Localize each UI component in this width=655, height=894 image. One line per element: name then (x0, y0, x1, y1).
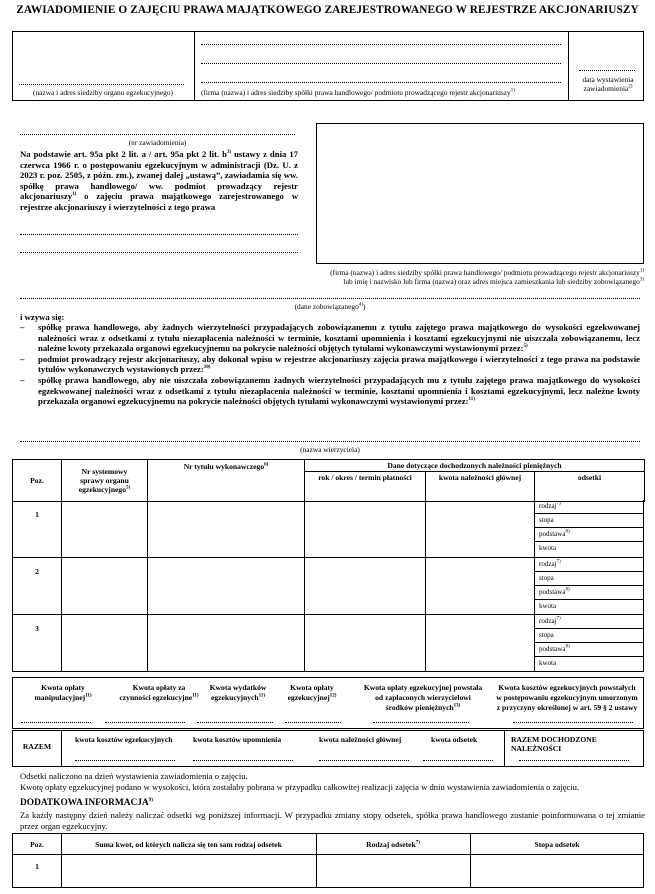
nr-zawiadomienia-label: (nr zawiadomienia) (128, 138, 187, 147)
fee-czynnosci: Kwota opłaty za czynności egzekucyjne$^{11)}$ (119, 683, 199, 702)
claims-table-body (12, 500, 644, 672)
razem-box (12, 730, 644, 767)
intro-line-2[interactable] (20, 252, 298, 253)
razem-input[interactable] (193, 760, 293, 761)
header-dane: Dane dotyczące dochodzonych należności pieniężnych (305, 460, 645, 472)
sub-kwota[interactable]: kwota (539, 602, 557, 610)
firma-line-2[interactable] (201, 63, 561, 64)
odsetki-subcells (535, 500, 643, 556)
fee-egzekucyjna: Kwota opłaty egzekucyjnej$^{12)}$ (287, 683, 337, 702)
info-header-poz: Poz. (30, 840, 44, 849)
odsetki-info-table (12, 833, 644, 888)
fees-box (12, 677, 644, 729)
nr-zawiadomienia-line[interactable] (20, 134, 295, 135)
recipient-caption-1: (firma (nazwa) i adres siedziby spółki prawa handlowego/ podmiotu prowadzącego rejestr akcjonariuszy$^{1)}$ (330, 268, 644, 277)
info-header-rodzaj: Rodzaj odsetek$^{7)}$ (366, 840, 420, 849)
list-item: – spółkę prawa handlowego, aby nie uiszczała zobowiązanemu żadnych wierzytelności przypadających mu z tytułu zajętego prawa majątkowego do wysokości egzekwowanej należności wraz z odsetkami z tytułu niezapłacenia należności w terminie, kosztami upomnienia i kosztami egzekucyjnymi, lecz należne kwoty przekazała organowi egzekucyjnemu na pokrycie należności objętych tytułami wykonawczymi wystawionymi przez:$^{11)}$ (20, 374, 640, 407)
firma-label: (firma (nazwa) i adres siedziby spółki prawa handlowego/ podmiotu prowadzącego rejestr akcjonariuszy$^{1)}$ (201, 88, 515, 97)
razem-dochodzone: RAZEM DOCHODZONE NALEŻNOŚCI (511, 735, 597, 753)
date-label-2: zawiadomienia$^{2)}$ (583, 84, 633, 93)
sub-kwota[interactable]: kwota (539, 544, 557, 552)
fee-umorzone: Kwota kosztów egzekucyjnych powstałych w postępowaniu egzekucyjnym umorzonym z przyczyny określonej w art. 59 § 2 ustawy (496, 683, 638, 712)
list-item: – spółkę prawa handlowego, aby żadnych wierzytelności przypadających zobowiązanemu z tytułu zajętego prawa majątkowego do wysokości egzekwowanej należności wraz z odsetkami z tytułu niezapłacenia należności w terminie, kosztami upomnienia i kosztami egzekucyjnymi nie uiszczała zobowiązanemu, lecz należne kwoty przekazała organowi egzekucyjnemu na pokrycie należności objętych tytułami wykonawczymi wystawionymi przez:$^{5)}$ (20, 322, 640, 354)
recipient-caption-2: lub imię i nazwisko lub firma (nazwa) oraz adres miejsca zamieszkania lub siedziby zobowiązanego$^{3)}$ (343, 277, 644, 286)
intro-paragraph: Na podstawie art. 95a pkt 2 lit. a / art. 95a pkt 2 lit. $b^{3)}$ ustawy z dnia 17 czerwca 1966 r. o postępowaniu egzekucyjnym w administracji (Dz. U. z 2023 r. poz. 2505, z późn. zm.), zwanej dalej „ustawą”, zawiadamia się ww. spółkę prawa handlowego/ ww. podmiot prowadzący rejestr akcjonariuszy$^{1)}$ o zajęciu prawa majątkowego zarejestrowanego w rejestrze akcjonariuszy i wierzytelności z tego prawa (20, 149, 299, 212)
header-poz: Poz. (13, 460, 62, 502)
fee-input[interactable] (285, 722, 341, 723)
intro-line-1[interactable] (20, 234, 298, 235)
dane-zobowiazanego-label: (dane zobowiązanego$^{4)}$) (294, 302, 366, 311)
header-rok: rok / okres / termin płatności (305, 472, 426, 502)
claims-table (12, 459, 645, 502)
note-oplata: Kwotę opłaty egzekucyjnej podano w wysokości, która zostałaby pobrana w przypadku całkowitej realizacji zajęcia w dniu wystawienia zawiadomienia o zajęciu. (20, 782, 580, 792)
firma-line-3[interactable] (201, 82, 561, 83)
date-label-1: data wystawienia (582, 75, 634, 84)
organ-name-line[interactable] (19, 84, 184, 85)
document-title: ZAWIADOMIENIE O ZAJĘCIU PRAWA MAJĄTKOWEGO ZAREJESTROWANEGO W REJESTRZE AKCJONARIUSZY (16, 4, 639, 16)
wzywa-list (20, 322, 640, 407)
sub-stopa[interactable]: stopa (535, 572, 643, 586)
row-number: 2 (35, 567, 39, 576)
razem-naleznosc: kwota należności głównej (319, 735, 402, 744)
razem-input[interactable] (519, 760, 629, 761)
info-header-suma: Suma kwot, od których nalicza się ten sam rodzaj odsetek (95, 840, 282, 849)
wierzyciel-line[interactable] (20, 441, 640, 442)
info-row-number: 1 (35, 862, 39, 871)
fee-input[interactable] (197, 722, 273, 723)
header-box (12, 31, 644, 101)
sub-podstawa[interactable]: podstawa$^{8)}$ (535, 528, 643, 542)
razem-odsetki: kwota odsetek (431, 735, 478, 744)
organ-label: (nazwa i adres siedziby organu egzekucyjnego) (32, 88, 174, 97)
sub-rodzaj[interactable]: rodzaj$^{7)}$ (535, 500, 643, 514)
info-header-stopa: Stopa odsetek (534, 840, 580, 849)
header-nr-tytulu: Nr tytułu wykonawczego$^{6)}$ (148, 460, 305, 502)
sub-rodzaj[interactable]: rodzaj$^{7)}$ (535, 558, 643, 572)
fee-input[interactable] (21, 722, 91, 723)
header-nr-systemowy: Nr systemowy sprawy organu egzekucyjnego$^{5)}$ (62, 460, 148, 502)
header-odsetki: odsetki (535, 472, 645, 502)
note-odsetki: Odsetki naliczono na dzień wystawienia zawiadomienia o zajęciu. (20, 771, 248, 781)
odsetki-subcells (535, 558, 643, 614)
dane-zobowiazanego-line[interactable] (20, 298, 640, 299)
date-line[interactable] (579, 70, 635, 71)
fee-input[interactable] (513, 722, 633, 723)
wierzyciel-label: (nazwa wierzyciela) (300, 445, 360, 454)
razem-label: RAZEM (22, 742, 52, 751)
sub-stopa[interactable]: stopa (535, 514, 643, 528)
row-number: 1 (35, 510, 39, 519)
razem-koszty-upom: kwota kosztów upomnienia (193, 735, 282, 744)
sub-rodzaj[interactable]: rodzaj$^{7)}$ (535, 615, 643, 629)
sub-podstawa[interactable]: podstawa$^{8)}$ (535, 643, 643, 657)
sub-stopa[interactable]: stopa (535, 629, 643, 643)
recipient-address-box[interactable] (316, 123, 644, 264)
fee-manipulacyjna: Kwota opłaty manipulacyjnej$^{11)}$ (34, 683, 92, 702)
dodatkowa-title: DODATKOWA INFORMACJA$^{9)}$ (20, 797, 153, 808)
firma-line-1[interactable] (201, 44, 561, 45)
list-item: – podmiot prowadzący rejestr akcjonariuszy, aby dokonał wpisu w rejestrze akcjonariuszy zajęcia prawa majątkowego i wierzytelności z tego prawa na podstawie tytułów wykonawczych wystawionych przez:$^{10)}$ (20, 353, 640, 375)
fee-od-zaplaconych: Kwota opłaty egzekucyjnej powstała od zapłaconych wierzycielowi środków pieniężnych$^{13)}$ (363, 683, 483, 712)
razem-input[interactable] (319, 760, 409, 761)
razem-input[interactable] (423, 760, 493, 761)
fee-input[interactable] (105, 722, 185, 723)
wzywa-label: i wzywa się: (20, 312, 65, 322)
sub-podstawa[interactable]: podstawa$^{8)}$ (535, 586, 643, 600)
dodatkowa-text: Za każdy następny dzień należy naliczać odsetki wg poniższej informacji. W przypadku zmiany stopy odsetek, spółka prawa handlowego zostanie poinformowana o tej zmianie przez organ egzekucyjny. (20, 810, 645, 831)
row-number: 3 (35, 624, 39, 633)
fee-input[interactable] (373, 722, 469, 723)
fee-wydatki: Kwota wydatków egzekucyjnych$^{11)}$ (209, 683, 267, 702)
sub-kwota[interactable]: kwota (539, 659, 557, 667)
header-kwota: kwota należności głównej (426, 472, 535, 502)
razem-input[interactable] (75, 760, 175, 761)
razem-koszty-egz: kwota kosztów egzekucyjnych (75, 735, 173, 744)
odsetki-subcells (535, 615, 643, 671)
